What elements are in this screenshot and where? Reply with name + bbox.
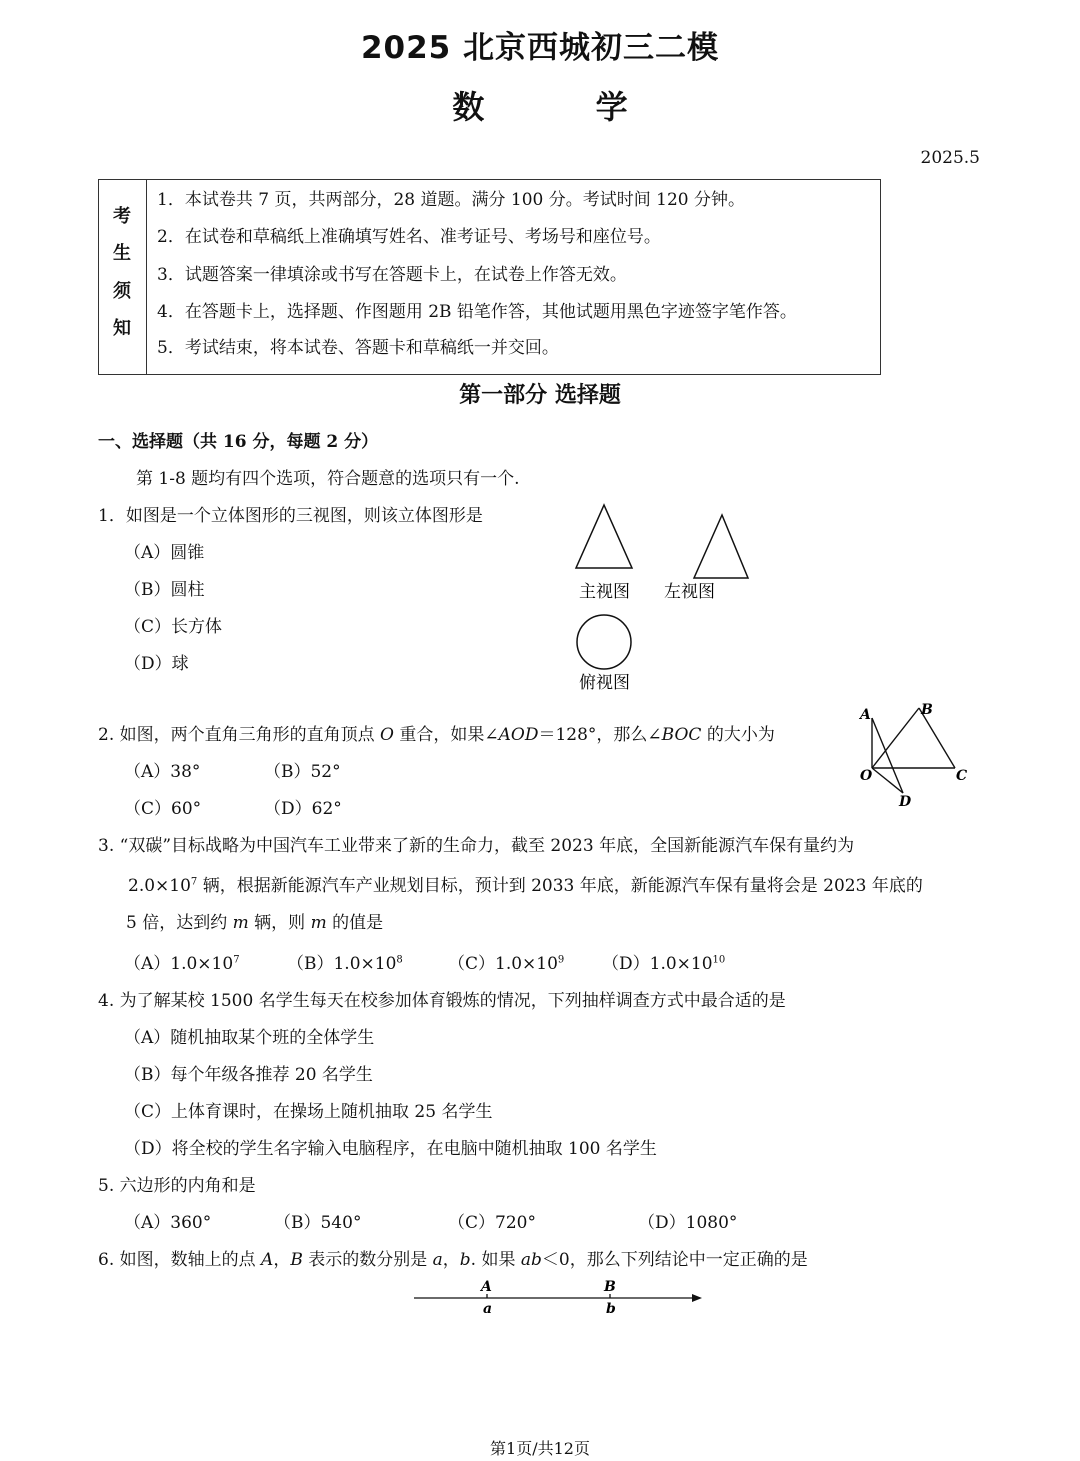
front-view-triangle — [576, 505, 632, 568]
question-2-stem: 2. 如图，两个直角三角形的直角顶点 O 重合，如果∠AOD＝128°，那么∠BOC 的大小为 — [98, 725, 775, 745]
notice-side-label — [99, 180, 147, 374]
question-2-option: （D）62° — [264, 799, 342, 819]
question-3-option: $(D)1.0\times 10^{10}$ — [602, 954, 726, 974]
notice-item: 1．本试卷共 7 页，共两部分，28 道题。满分 100 分。考试时间 120 分钟。 — [157, 190, 745, 210]
top-view-label: 俯视图 — [579, 673, 630, 693]
point-label-c: C — [956, 768, 968, 784]
point-label-a: A — [860, 707, 871, 723]
exam-title: 2025 北京西城初三二模 — [360, 30, 720, 66]
front-view-label: 主视图 — [579, 582, 630, 602]
axis-value-b: b — [606, 1301, 616, 1317]
notice-side-char: 考 — [113, 206, 131, 227]
question-1-option: （B）圆柱 — [124, 580, 205, 600]
question-5-option: （B）540° — [274, 1213, 362, 1233]
question-4-stem: 4. 为了解某校 1500 名学生每天在校参加体育锻炼的情况，下列抽样调查方式中最合适的是 — [98, 991, 786, 1011]
question-1-option: （D）球 — [124, 654, 189, 674]
part-one-title: 第一部分 选择题 — [459, 383, 621, 408]
right-triangles-figure — [855, 700, 975, 815]
question-3-stem-line3: 5 倍，达到约 m 辆，则 m 的值是 — [126, 913, 384, 933]
point-label-o: O — [860, 768, 873, 784]
question-3-option: $(C)1.0\times 10^9$ — [448, 954, 565, 974]
point-label-d: D — [899, 794, 912, 810]
question-5-option: （D）1080° — [638, 1213, 738, 1233]
question-3-stem-line2: $2.0\times 10^7$ 辆，根据新能源汽车产业规划目标，预计到 2033 年底，新能源汽车保有量将会是 2023 年底的 — [128, 876, 923, 896]
axis-point-b: B — [604, 1279, 616, 1295]
number-line-figure — [410, 1275, 710, 1320]
question-3-option: $(B)1.0\times 10^8$ — [287, 954, 403, 974]
question-4-option: （D）将全校的学生名字输入电脑程序，在电脑中随机抽取 100 名学生 — [124, 1139, 657, 1159]
notice-side-char: 须 — [113, 281, 131, 302]
top-view-circle — [577, 615, 631, 669]
question-4-option: （C）上体育课时，在操场上随机抽取 25 名学生 — [124, 1102, 493, 1122]
question-1-stem: 1．如图是一个立体图形的三视图，则该立体图形是 — [98, 506, 483, 526]
notice-item: 4．在答题卡上，选择题、作图题用 2B 铅笔作答，其他试题用黑色字迹签字笔作答。 — [157, 302, 797, 322]
candidate-notice-box — [98, 179, 881, 375]
notice-item: 5．考试结束，将本试卷、答题卡和草稿纸一并交回。 — [157, 338, 559, 358]
question-5-option: （A）360° — [124, 1213, 212, 1233]
page-number: 第1页/共12页 — [490, 1439, 590, 1458]
question-5-option: （C）720° — [448, 1213, 536, 1233]
notice-item: 3．试题答案一律填涂或书写在答题卡上，在试卷上作答无效。 — [157, 265, 627, 285]
notice-item: 2．在试卷和草稿纸上准确填写姓名、准考证号、考场号和座位号。 — [157, 227, 661, 247]
question-4-option: （A）随机抽取某个班的全体学生 — [124, 1028, 375, 1048]
axis-value-a: a — [483, 1301, 493, 1317]
point-label-b: B — [921, 702, 933, 718]
side-view-label: 左视图 — [664, 582, 715, 602]
question-4-option: （B）每个年级各推荐 20 名学生 — [124, 1065, 373, 1085]
notice-side-char: 生 — [113, 243, 131, 264]
side-view-triangle — [694, 515, 748, 578]
exam-date: 2025.5 — [920, 148, 980, 168]
question-1-option: （C）长方体 — [124, 617, 223, 637]
question-6-stem: 6. 如图，数轴上的点 A，B 表示的数分别是 a，b. 如果 ab＜0，那么下列结论中一定正确的是 — [98, 1250, 808, 1270]
section-heading: 一、选择题（共 16 分，每题 2 分） — [98, 432, 379, 452]
three-view-figure — [570, 500, 770, 700]
question-1-option: （A）圆锥 — [124, 543, 205, 563]
question-5-stem: 5. 六边形的内角和是 — [98, 1176, 256, 1196]
question-2-option: （C）60° — [124, 799, 202, 819]
question-2-option: （B）52° — [264, 762, 341, 782]
notice-side-char: 知 — [113, 318, 131, 339]
section-instruction: 第 1-8 题均有四个选项，符合题意的选项只有一个. — [136, 469, 520, 489]
question-3-stem-line1: 3. “双碳”目标战略为中国汽车工业带来了新的生命力，截至 2023 年底，全国新能源汽车保有量约为 — [98, 836, 855, 856]
question-2-option: （A）38° — [124, 762, 201, 782]
subject-title: 数 学 — [452, 88, 678, 126]
question-3-option: $(A)1.0\times 10^7$ — [124, 954, 240, 974]
axis-point-a: A — [481, 1279, 492, 1295]
